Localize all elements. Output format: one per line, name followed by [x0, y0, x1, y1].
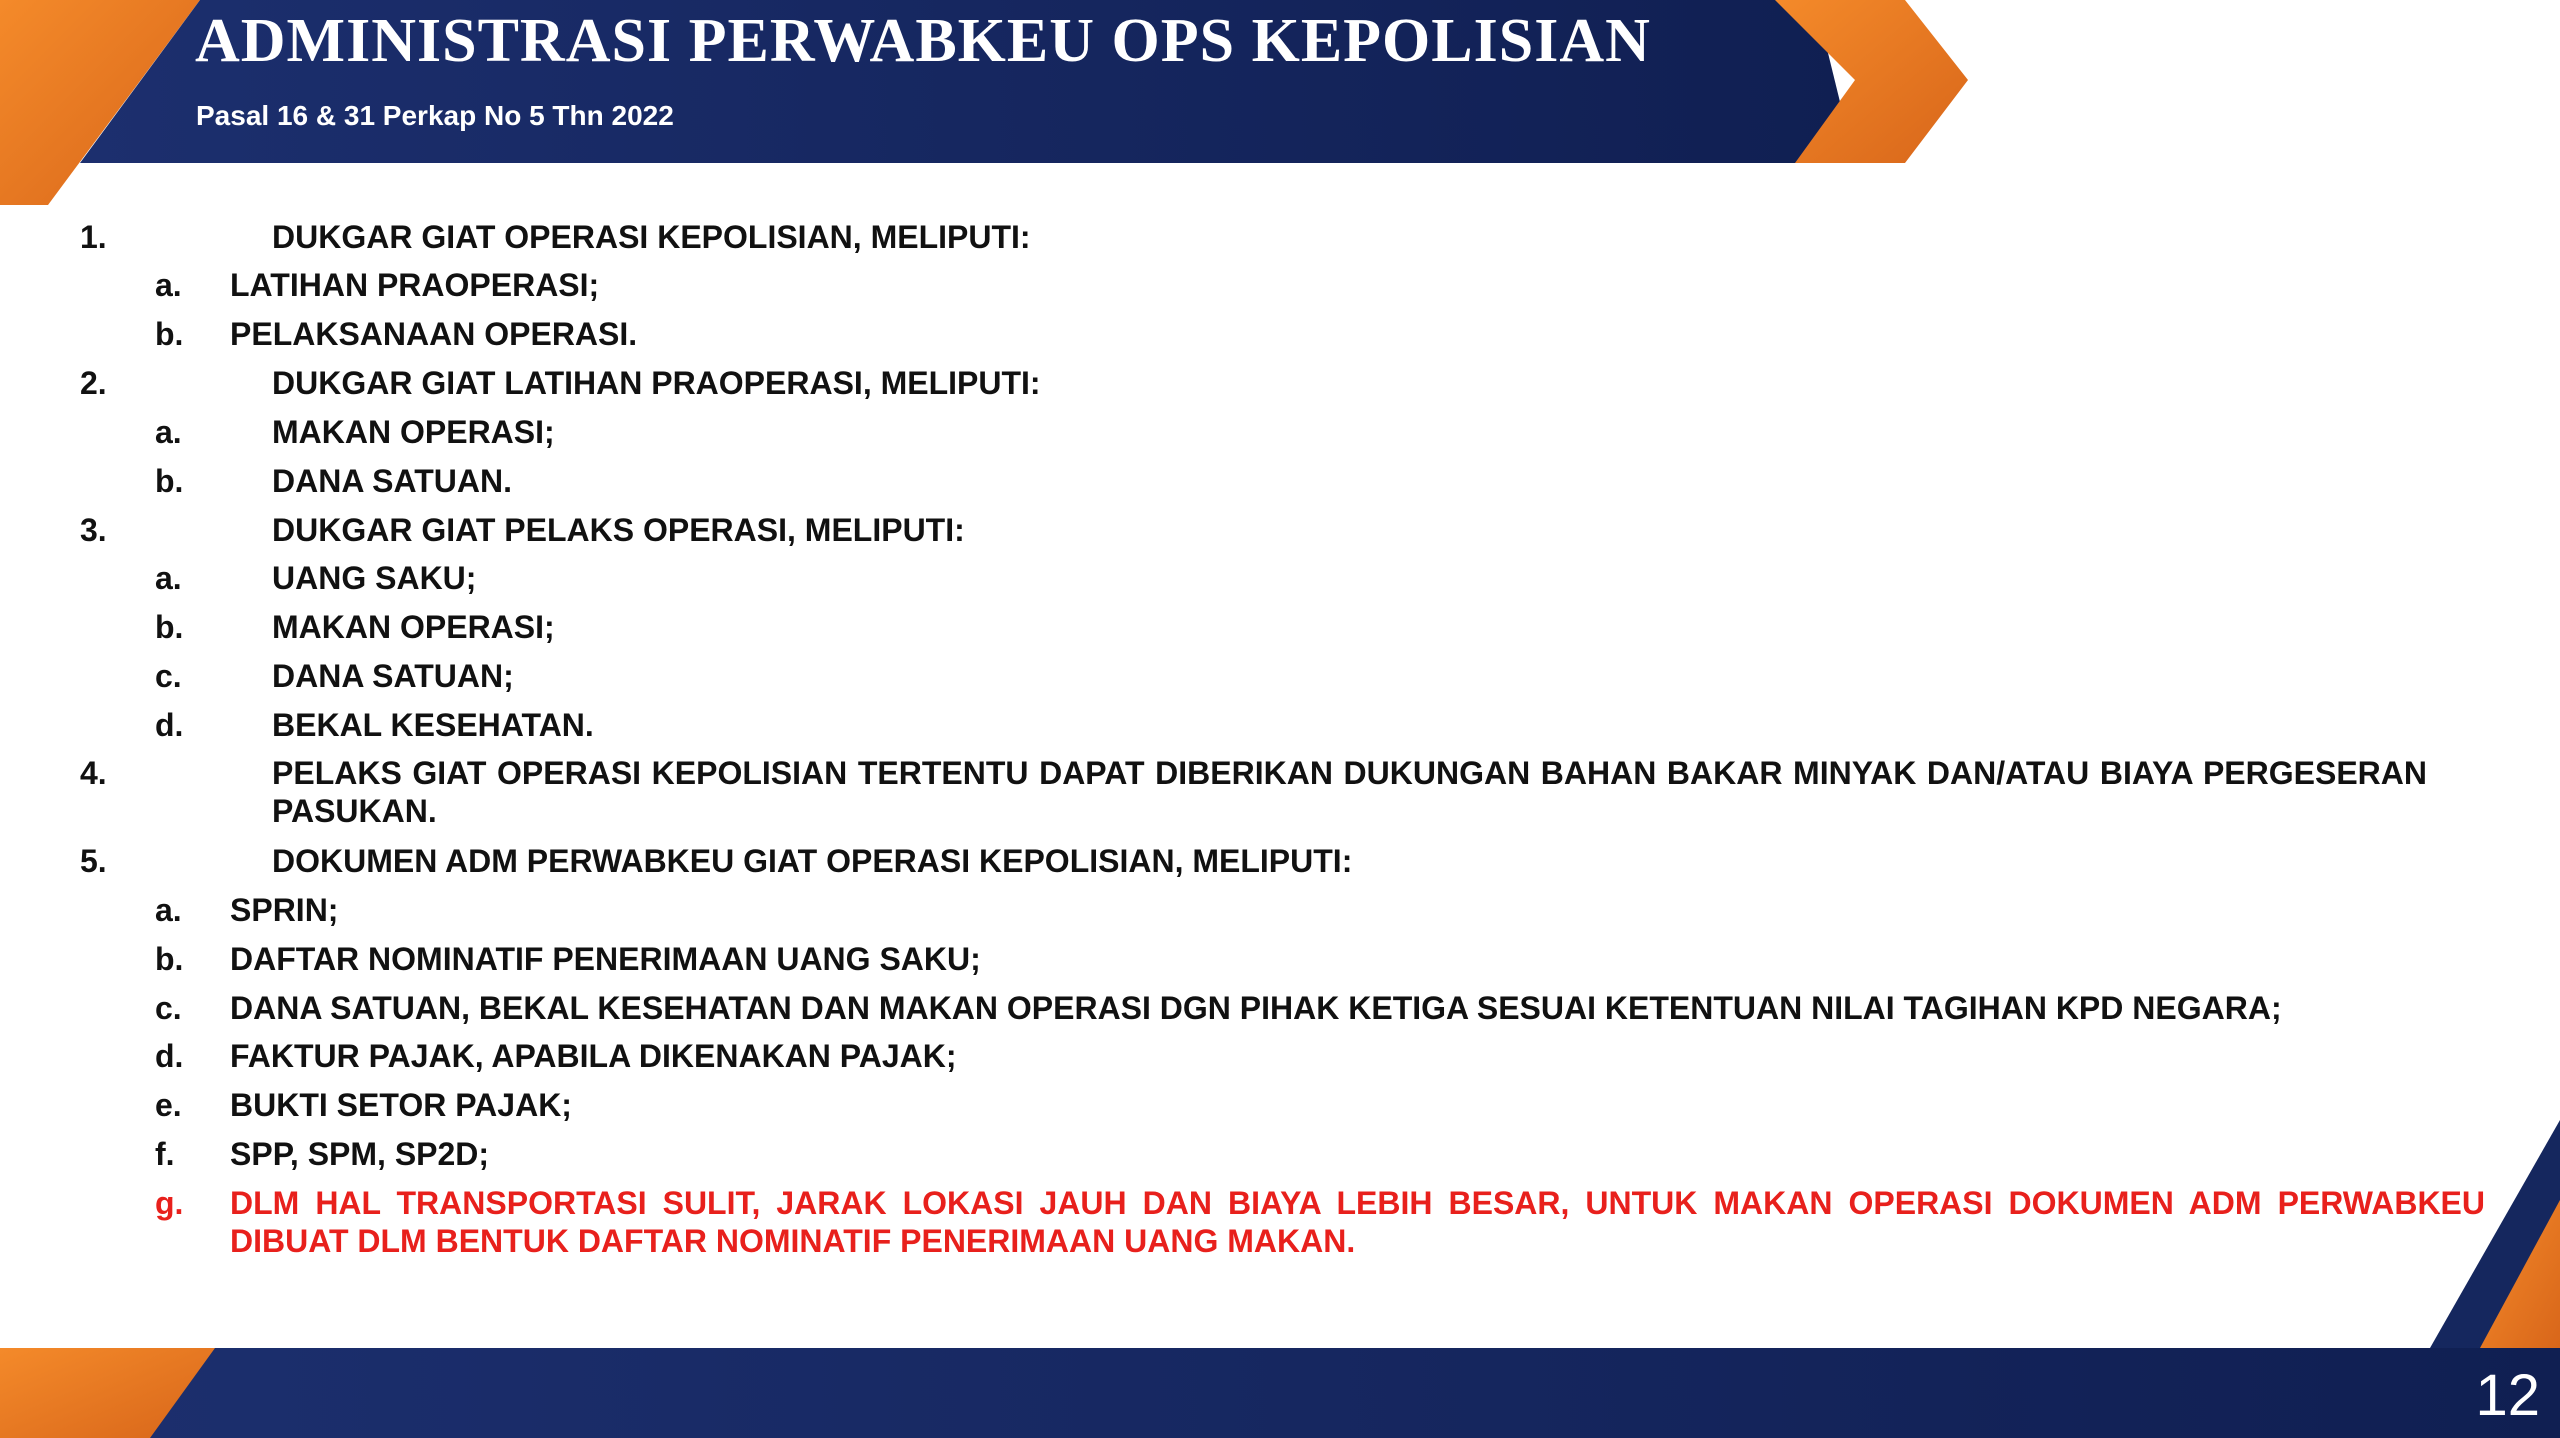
item-text: DOKUMEN ADM PERWABKEU GIAT OPERASI KEPOLISIAN, MELIPUTI:: [272, 843, 1353, 879]
subitem-marker: d.: [155, 707, 184, 743]
subitem-marker: a.: [155, 414, 182, 450]
subitem-marker: b.: [155, 609, 184, 645]
item-text: PELAKS GIAT OPERASI KEPOLISIAN TERTENTU DAPAT DIBERIKAN DUKUNGAN BAHAN BAKAR MINYAK DAN/ATAU BIAYA PERGESERAN PASUKAN.: [272, 755, 2427, 829]
item-number: 5.: [80, 843, 107, 879]
subitem-text: UANG SAKU;: [272, 560, 477, 596]
subitem-text: BEKAL KESEHATAN.: [272, 707, 594, 743]
subitem-text: SPRIN;: [230, 892, 339, 928]
subitem-marker: e.: [155, 1087, 182, 1123]
item-number: 2.: [80, 365, 107, 401]
subitem-text: DANA SATUAN, BEKAL KESEHATAN DAN MAKAN OPERASI DGN PIHAK KETIGA SESUAI KETENTUAN NILAI TAGIHAN KPD NEGARA;: [230, 990, 2282, 1026]
subitem-text: MAKAN OPERASI;: [272, 609, 555, 645]
subitem-text: LATIHAN PRAOPERASI;: [230, 267, 600, 303]
item-text: DUKGAR GIAT LATIHAN PRAOPERASI, MELIPUTI:: [272, 365, 1041, 401]
subitem-marker: a.: [155, 560, 182, 596]
subitem-marker: c.: [155, 658, 182, 694]
subitem-text: PELAKSANAAN OPERASI.: [230, 316, 638, 352]
item-number: 4.: [80, 755, 107, 791]
subitem-text: DAFTAR NOMINATIF PENERIMAAN UANG SAKU;: [230, 941, 981, 977]
subitem-marker: c.: [155, 990, 182, 1026]
subitem-marker: a.: [155, 267, 182, 303]
subitem-marker: b.: [155, 463, 184, 499]
subitem-text: SPP, SPM, SP2D;: [230, 1136, 490, 1172]
item-text: DUKGAR GIAT OPERASI KEPOLISIAN, MELIPUTI:: [272, 219, 1031, 255]
subitem-text: DLM HAL TRANSPORTASI SULIT, JARAK LOKASI JAUH DAN BIAYA LEBIH BESAR, UNTUK MAKAN OPERASI DOKUMEN ADM PERWABKEU DIBUAT DLM BENTUK DAFTAR NOMINATIF PENERIMAAN UANG MAKAN.: [230, 1185, 2485, 1259]
subitem-marker: f.: [155, 1136, 175, 1172]
subitem-text: DANA SATUAN.: [272, 463, 512, 499]
subitem-text: BUKTI SETOR PAJAK;: [230, 1087, 572, 1123]
item-number: 1.: [80, 219, 107, 255]
item-text: DUKGAR GIAT PELAKS OPERASI, MELIPUTI:: [272, 512, 965, 548]
subitem-marker: d.: [155, 1038, 184, 1074]
subitem-text: DANA SATUAN;: [272, 658, 514, 694]
subitem-marker: b.: [155, 941, 184, 977]
subitem-marker: b.: [155, 316, 184, 352]
item-number: 3.: [80, 512, 107, 548]
subitem-text: FAKTUR PAJAK, APABILA DIKENAKAN PAJAK;: [230, 1038, 957, 1074]
page-subtitle: Pasal 16 & 31 Perkap No 5 Thn 2022: [196, 100, 674, 131]
subitem-marker: g.: [155, 1185, 184, 1221]
page-title: ADMINISTRASI PERWABKEU OPS KEPOLISIAN: [195, 7, 1651, 75]
page-number: 12: [2475, 1363, 2540, 1428]
subitem-text: MAKAN OPERASI;: [272, 414, 555, 450]
subitem-marker: a.: [155, 892, 182, 928]
